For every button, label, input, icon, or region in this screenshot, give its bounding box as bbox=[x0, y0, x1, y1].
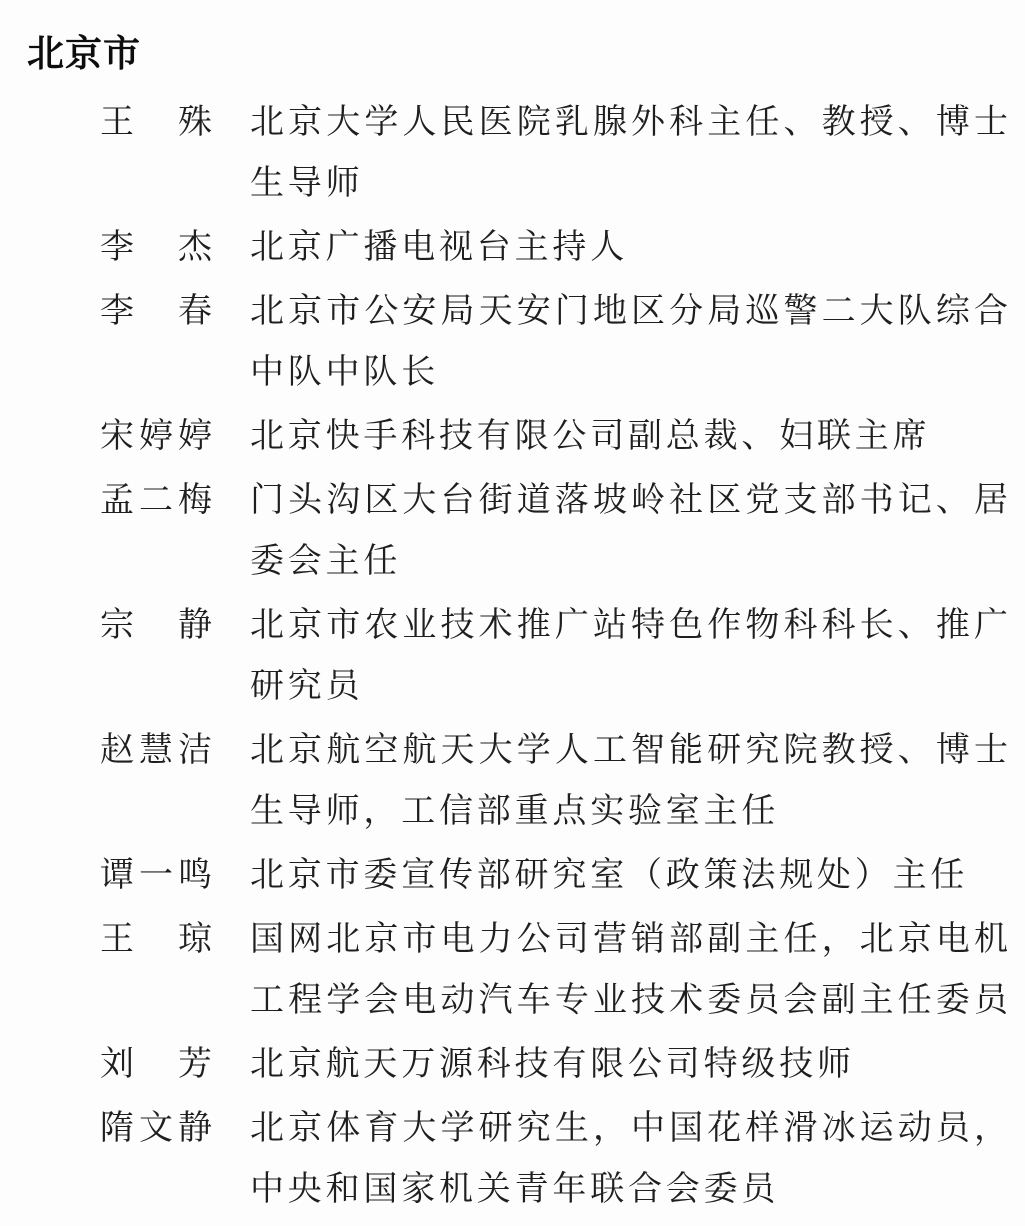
person-title-line: 北京市公安局天安门地区分局巡警二大队综合 bbox=[250, 291, 1008, 331]
person-title bbox=[250, 909, 1008, 1031]
region-title: 北京市 bbox=[27, 32, 141, 75]
person-title-line: 北京体育大学研究生，中国花样滑冰运动员， bbox=[250, 1108, 1008, 1148]
list-item bbox=[0, 217, 1025, 278]
person-title-line: 生导师，工信部重点实验室主任 bbox=[250, 791, 780, 831]
person-title-line: 国网北京市电力公司营销部副主任，北京电机 bbox=[250, 919, 1008, 959]
list-item bbox=[0, 406, 1025, 467]
person-title-line: 北京航天万源科技有限公司特级技师 bbox=[250, 1044, 855, 1084]
person-title bbox=[250, 92, 1008, 214]
person-name: 谭一鸣 bbox=[100, 855, 212, 895]
honorees-list bbox=[0, 92, 1025, 1220]
person-title bbox=[250, 845, 1008, 906]
person-title bbox=[250, 1098, 1008, 1220]
list-item bbox=[0, 92, 1025, 214]
person-title-line: 委会主任 bbox=[250, 541, 402, 581]
person-title-line: 北京市农业技术推广站特色作物科科长、推广 bbox=[250, 605, 1008, 645]
person-title bbox=[250, 406, 1008, 467]
person-title-line: 北京快手科技有限公司副总裁、妇联主席 bbox=[250, 416, 931, 456]
person-name: 赵慧洁 bbox=[100, 730, 212, 770]
person-name: 王 殊 bbox=[100, 102, 212, 142]
person-name: 刘 芳 bbox=[100, 1044, 212, 1084]
person-title-line: 中央和国家机关青年联合会委员 bbox=[250, 1169, 780, 1209]
list-item bbox=[0, 845, 1025, 906]
person-name: 王 琼 bbox=[100, 919, 212, 959]
list-item bbox=[0, 470, 1025, 592]
person-name: 孟二梅 bbox=[100, 480, 212, 520]
person-title-line: 北京航空航天大学人工智能研究院教授、博士 bbox=[250, 730, 1008, 770]
person-title-line: 北京大学人民医院乳腺外科主任、教授、博士 bbox=[250, 102, 1008, 142]
list-item bbox=[0, 1034, 1025, 1095]
person-title bbox=[250, 720, 1008, 842]
person-title-line: 生导师 bbox=[250, 163, 364, 203]
person-name: 隋文静 bbox=[100, 1108, 212, 1148]
person-title-line: 研究员 bbox=[250, 666, 364, 706]
list-item bbox=[0, 281, 1025, 403]
list-item bbox=[0, 909, 1025, 1031]
person-title bbox=[250, 281, 1008, 403]
person-title bbox=[250, 217, 1008, 278]
person-title bbox=[250, 1034, 1008, 1095]
person-name: 宋婷婷 bbox=[100, 416, 212, 456]
list-item bbox=[0, 720, 1025, 842]
person-title-line: 门头沟区大台街道落坡岭社区党支部书记、居 bbox=[250, 480, 1008, 520]
person-name: 李 春 bbox=[100, 291, 212, 331]
list-item bbox=[0, 1098, 1025, 1220]
person-title-line: 北京广播电视台主持人 bbox=[250, 227, 628, 267]
person-name: 李 杰 bbox=[100, 227, 212, 267]
person-title bbox=[250, 470, 1008, 592]
person-title-line: 工程学会电动汽车专业技术委员会副主任委员 bbox=[250, 980, 1008, 1020]
list-item bbox=[0, 595, 1025, 717]
person-title-line: 中队中队长 bbox=[250, 352, 439, 392]
person-name: 宗 静 bbox=[100, 605, 212, 645]
person-title-line: 北京市委宣传部研究室（政策法规处）主任 bbox=[250, 855, 969, 895]
person-title bbox=[250, 595, 1008, 717]
